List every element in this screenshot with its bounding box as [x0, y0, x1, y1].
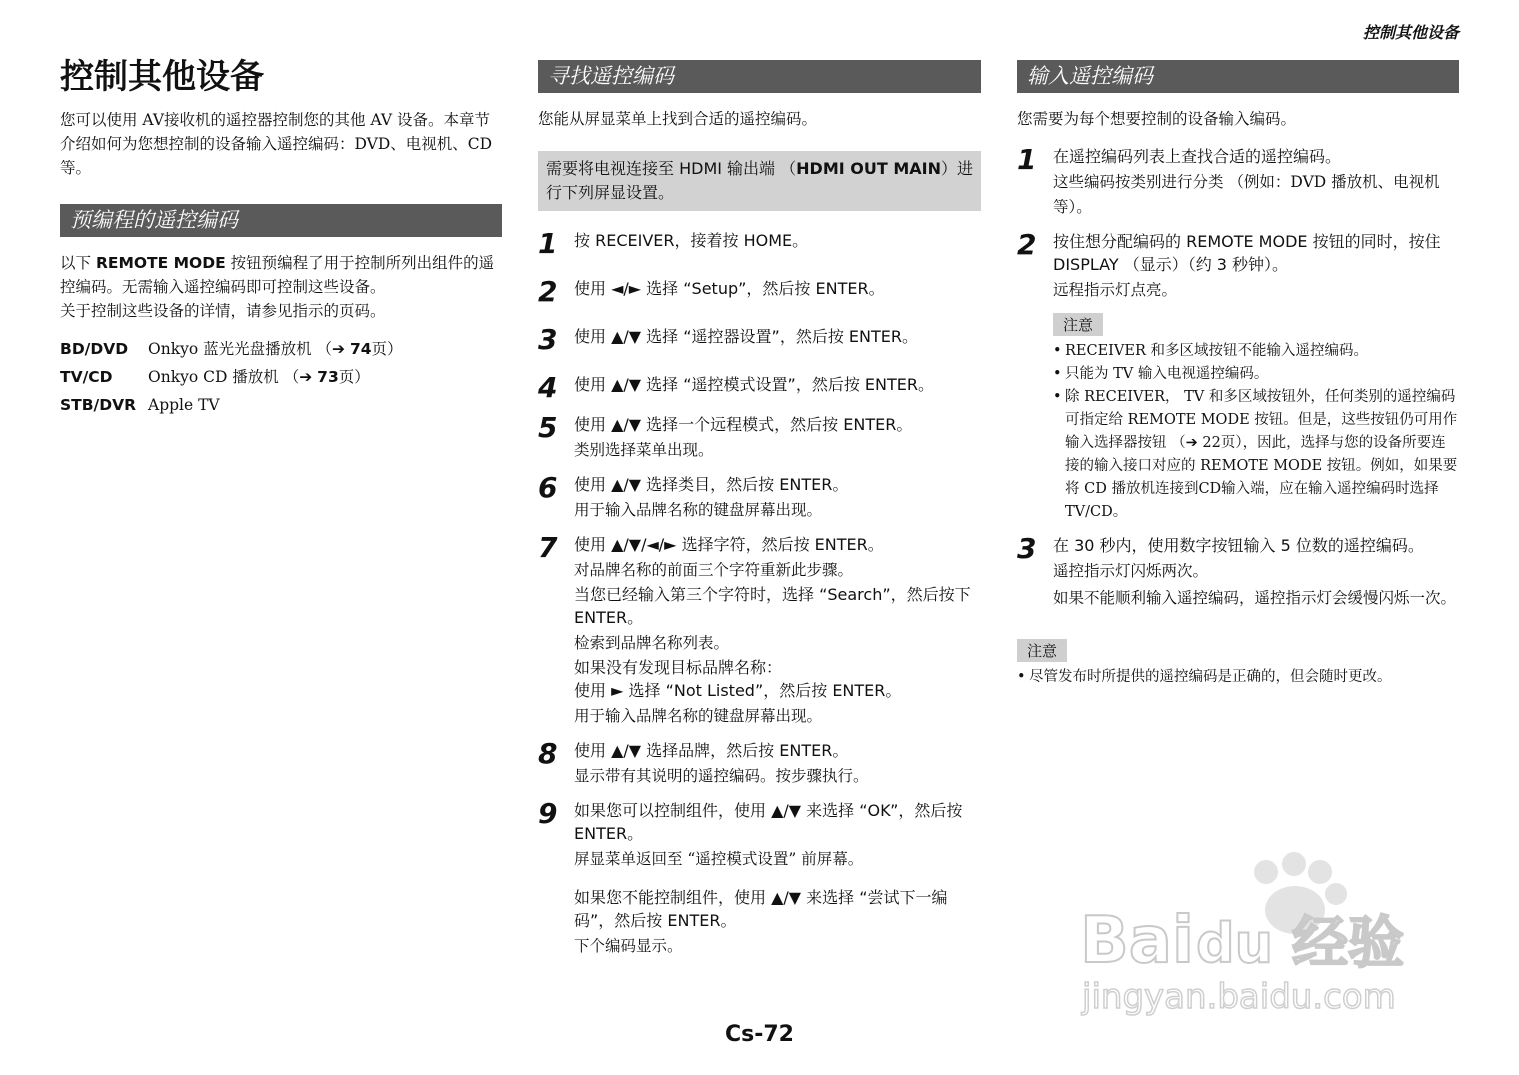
step-number: 3	[1017, 532, 1037, 565]
note-item: • 尽管发布时所提供的遥控编码是正确的，但会随时更改。	[1017, 666, 1459, 689]
step	[538, 325, 981, 355]
page-ref[interactable]: 74	[349, 340, 372, 358]
step	[538, 739, 981, 789]
step	[538, 799, 981, 959]
running-header: 控制其他设备	[1362, 23, 1459, 42]
step-instruction: 使用 ▲/▼/◄/► 选择字符，然后按 ENTER。	[574, 535, 884, 554]
step-instruction: 使用 ▲/▼ 选择 “遥控器设置”，然后按 ENTER。	[574, 327, 919, 346]
hdmi-requirement-box: 需要将电视连接至 HDMI 输出端 （HDMI OUT MAIN）进行下列屏显设置。	[538, 151, 981, 211]
step-instruction: 如果您可以控制组件，使用 ▲/▼ 来选择 “OK”，然后按 ENTER。	[574, 801, 963, 843]
step	[1017, 145, 1459, 220]
section-heading-preprogrammed: 预编程的遥控编码	[60, 204, 502, 237]
step-number: 2	[538, 275, 558, 308]
note-item: • 除 RECEIVER， TV 和多区域按钮外，任何类别的遥控编码可指定给 REMOTE MODE 按钮。但是，这些按钮仍可用作输入选择器按钮 （➔ 22页），因此，选择与您的设备所要连接的输入接口对应的 REMOTE MODE 按钮。例如，如果要将 CD 播放机连接到CD输入端，应在输入遥控编码时选择 TV/CD。	[1053, 386, 1459, 524]
step-result: 下个编码显示。	[574, 937, 683, 955]
step-instruction-extra: 如果您不能控制组件，使用 ▲/▼ 来选择 “尝试下一编码”，然后按 ENTER。	[574, 888, 948, 930]
step-instruction: 按 RECEIVER，接着按 HOME。	[574, 231, 809, 250]
device-row	[60, 335, 502, 363]
column-right	[1017, 56, 1459, 689]
device-desc: Onkyo CD 播放机 （➔ 73页）	[148, 368, 370, 386]
step-instruction: 在遥控编码列表上查找合适的遥控编码。	[1053, 147, 1342, 166]
step-result: 对品牌名称的前面三个字符重新此步骤。	[574, 561, 854, 579]
step-instruction-extra: 当您已经输入第三个字符时，选择 “Search”，然后按下 ENTER。	[574, 585, 971, 627]
watermark-text: Bai	[1080, 904, 1194, 978]
step	[538, 373, 981, 403]
column-middle	[538, 56, 981, 959]
preprogrammed-paragraph	[60, 251, 502, 299]
step	[538, 533, 981, 729]
column-left	[60, 56, 502, 419]
preprogrammed-text-pre: 以下	[60, 254, 96, 272]
step	[1017, 534, 1459, 611]
step-instruction: 使用 ◄/► 选择 “Setup”，然后按 ENTER。	[574, 279, 885, 298]
device-key: BD/DVD	[60, 340, 129, 358]
step-result: 用于输入品牌名称的键盘屏幕出现。	[574, 501, 823, 519]
step-number: 1	[1017, 143, 1037, 176]
step	[538, 473, 981, 523]
note-item: • 只能为 TV 输入电视遥控编码。	[1053, 363, 1459, 386]
note-list	[1017, 666, 1459, 689]
preprogrammed-text-post: 按钮预编程了用于控制所列出组件的遥控编码。无需输入遥控编码即可控制这些设备。	[60, 254, 495, 296]
step-number: 6	[538, 471, 558, 504]
page-ref[interactable]: 73	[317, 368, 339, 386]
watermark-text: du	[1196, 912, 1274, 975]
device-key: TV/CD	[60, 368, 113, 386]
step-instruction: 使用 ▲/▼ 选择品牌，然后按 ENTER。	[574, 741, 849, 760]
step-instruction: 使用 ▲/▼ 选择类目，然后按 ENTER。	[574, 475, 849, 494]
device-desc: Apple TV	[148, 396, 220, 414]
step-result: 用于输入品牌名称的键盘屏幕出现。	[574, 707, 823, 725]
step-result: 如果不能顺利输入遥控编码，遥控指示灯会缓慢闪烁一次。	[1053, 589, 1457, 607]
device-row	[60, 391, 502, 419]
section-heading-enter-code: 输入遥控编码	[1017, 60, 1459, 93]
step-result: 类别选择菜单出现。	[574, 441, 714, 459]
device-table	[60, 335, 502, 419]
watermark-url: jingyan.baidu.com	[1082, 977, 1396, 1017]
step-number: 7	[538, 531, 558, 564]
step	[538, 413, 981, 463]
remote-mode-label: REMOTE MODE	[95, 254, 226, 272]
device-row	[60, 363, 502, 391]
note-list	[1053, 340, 1459, 524]
step-number: 3	[538, 323, 558, 356]
preprogrammed-reference: 关于控制这些设备的详情，请参见指示的页码。	[60, 302, 386, 320]
watermark-text: 经验	[1292, 911, 1404, 976]
step-instruction: 使用 ▲/▼ 选择一个远程模式，然后按 ENTER。	[574, 415, 913, 434]
step-number: 1	[538, 227, 558, 260]
step-number: 4	[538, 371, 558, 404]
intro-text: 您可以使用 AV接收机的遥控器控制您的其他 AV 设备。本章节介绍如何为您想控制的设备输入遥控编码：DVD、电视机、CD 等。	[60, 111, 493, 177]
enter-code-intro: 您需要为每个想要控制的设备输入编码。	[1017, 110, 1297, 128]
baidu-jingyan-watermark	[1080, 850, 1440, 1020]
page-number: Cs-72	[725, 1022, 794, 1047]
step-result: 遥控指示灯闪烁两次。	[1053, 562, 1209, 580]
device-desc: Onkyo 蓝光光盘播放机 （➔ 74页）	[148, 340, 403, 358]
device-key: STB/DVR	[60, 396, 137, 414]
step-instruction: 按住想分配编码的 REMOTE MODE 按钮的同时，按住 DISPLAY （显示）（约 3 秒钟）。	[1053, 232, 1441, 274]
step-number: 8	[538, 737, 558, 770]
step-condition: 如果没有发现目标品牌名称：	[574, 658, 783, 677]
step-instruction: 在 30 秒内，使用数字按钮输入 5 位数的遥控编码。	[1053, 536, 1424, 555]
find-code-intro: 您能从屏显菜单上找到合适的遥控编码。	[538, 110, 818, 128]
step-instruction: 使用 ▲/▼ 选择 “遥控模式设置”，然后按 ENTER。	[574, 375, 935, 394]
step-result: 屏显菜单返回至 “遥控模式设置” 前屏幕。	[574, 850, 864, 868]
step	[1017, 230, 1459, 524]
step	[538, 277, 981, 307]
step-result: 远程指示灯点亮。	[1053, 281, 1178, 299]
step	[538, 229, 981, 259]
note-item: • RECEIVER 和多区域按钮不能输入遥控编码。	[1053, 340, 1459, 363]
note-label: 注意	[1053, 313, 1103, 336]
note-label: 注意	[1017, 639, 1067, 662]
step-result: 检索到品牌名称列表。	[574, 634, 730, 652]
step-result: 这些编码按类别进行分类 （例如：DVD 播放机、电视机等）。	[1053, 173, 1440, 216]
step-number: 2	[1017, 228, 1037, 261]
step-number: 9	[538, 797, 558, 830]
step-result: 显示带有其说明的遥控编码。按步骤执行。	[574, 767, 869, 785]
section-heading-find-code: 寻找遥控编码	[538, 60, 981, 93]
step-instruction-extra: 使用 ► 选择 “Not Listed”，然后按 ENTER。	[574, 681, 902, 700]
page-title: 控制其他设备	[60, 57, 264, 97]
step-number: 5	[538, 411, 558, 444]
